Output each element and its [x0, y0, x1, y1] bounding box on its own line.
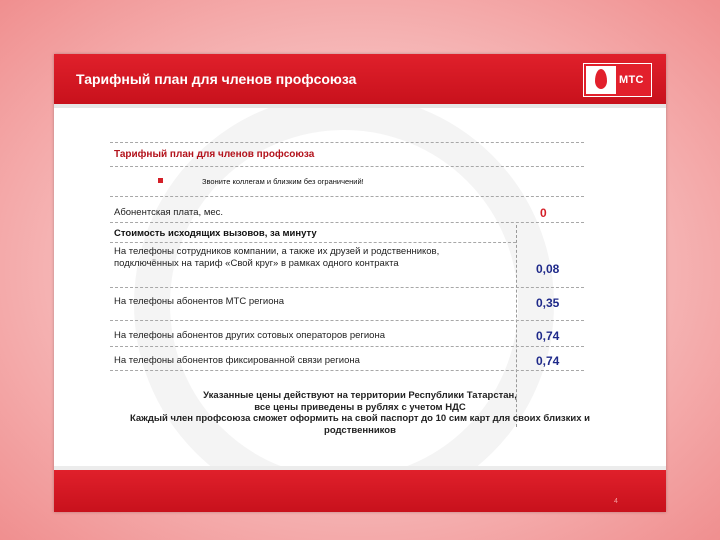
mts-logo [583, 63, 652, 97]
table-row: На телефоны абонентов других сотовых операторов региона [114, 330, 385, 341]
divider [110, 222, 584, 223]
table-row: На телефоны абонентов фиксированной связи региона [114, 355, 360, 366]
table-title: Тарифный план для членов профсоюза [114, 149, 315, 160]
divider [110, 142, 584, 143]
header-bar [54, 54, 666, 104]
footer-bar [54, 470, 666, 512]
table-row: На телефоны абонентов МТС региона [114, 296, 285, 307]
notes-block [84, 390, 636, 436]
divider [110, 242, 516, 243]
section-header: Стоимость исходящих вызовов, за минуту [114, 228, 317, 239]
divider [110, 287, 584, 288]
bullet-icon [158, 178, 163, 183]
header-divider [54, 104, 666, 108]
fee-label: Абонентская плата, мес. [114, 207, 224, 218]
note-line: родственников [324, 424, 396, 436]
divider [110, 370, 584, 371]
page-title: Тарифный план для членов профсоюза [76, 71, 357, 87]
fee-value: 0 [540, 206, 547, 220]
row-price: 0,08 [536, 262, 560, 276]
egg-icon [586, 66, 616, 94]
logo-text: МТС [619, 74, 644, 86]
slide [54, 54, 666, 512]
row-price: 0,74 [536, 329, 560, 343]
row-price: 0,74 [536, 354, 560, 368]
page-number: 4 [614, 498, 618, 505]
divider [110, 166, 584, 167]
divider [110, 320, 584, 321]
table-row: На телефоны сотрудников компании, а также их друзей и родственников, подключённых на тариф «Свой круг» в рамках одного контракта [114, 246, 440, 269]
note-line: все цены приведены в рублях с учетом НДС [254, 401, 466, 413]
divider [110, 346, 584, 347]
row-price: 0,35 [536, 296, 560, 310]
bullet-text: Звоните коллегам и близким без ограничений! [202, 177, 364, 186]
note-line: Каждый член профсоюза сможет оформить на свой паспорт до 10 сим карт для своих близких и [129, 413, 591, 424]
note-line: Указанные цены действуют на территории Республики Татарстан, [203, 390, 517, 401]
divider [110, 196, 584, 197]
